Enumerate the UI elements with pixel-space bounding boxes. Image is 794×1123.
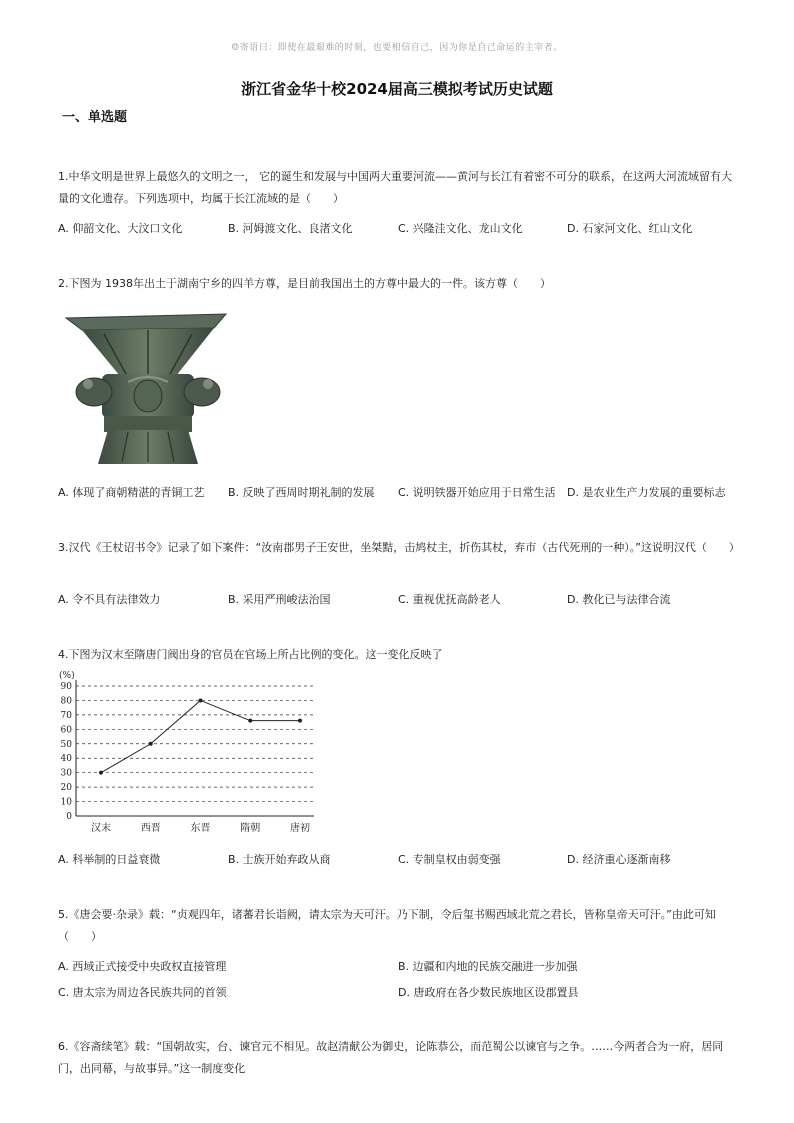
y-tick-label: 60 — [60, 725, 72, 736]
question-5-text: 5.《唐会要·杂录》载：“贞观四年，诸蕃君长诣阙，请太宗为天可汗。乃下制，令后玺书赐西域北荒之君长，皆称皇帝天可汗。”由此可知（ ） — [58, 908, 716, 943]
y-tick-label: 0 — [66, 812, 72, 822]
question-3-text: 3.汉代《王杖诏书令》记录了如下案件：“汝南郡男子王安世，坐桀黠，击鸠杖主，折伤其杖，弃市（古代死刑的一种）。”这说明汉代（ ） — [58, 541, 740, 554]
q1-option-c[interactable]: C. 兴隆洼文化、龙山文化 — [398, 222, 523, 235]
y-tick-label: 10 — [60, 797, 72, 808]
y-tick-label: 50 — [60, 739, 72, 750]
bronze-zun-image — [64, 310, 230, 468]
q4-option-d[interactable]: D. 经济重心逐渐南移 — [567, 853, 671, 866]
data-point — [199, 698, 203, 702]
question-1-text: 1.中华文明是世界上最悠久的文明之一， 它的诞生和发展与中国两大重要河流——黄河与长江有着密不可分的联系，在这两大河流域留有大量的文化遗存。下列选项中，均属于长江流域的是（ ） — [58, 170, 732, 205]
x-tick-label: 唐初 — [290, 823, 310, 834]
q1-option-a[interactable]: A. 仰韶文化、大汶口文化 — [58, 222, 183, 235]
q3-option-c[interactable]: C. 重视优抚高龄老人 — [398, 593, 501, 606]
y-tick-label: 80 — [60, 696, 72, 707]
q3-option-a[interactable]: A. 令不具有法律效力 — [58, 593, 161, 606]
q2-option-b[interactable]: B. 反映了西周时期礼制的发展 — [228, 486, 375, 499]
q3-option-b[interactable]: B. 采用严刑峻法治国 — [228, 593, 331, 606]
x-tick-label: 西晋 — [140, 823, 161, 834]
question-2-text: 2.下图为 1938年出土于湖南宁乡的四羊方尊，是目前我国出土的方尊中最大的一件。该方尊（ ） — [58, 277, 551, 290]
q2-option-d[interactable]: D. 是农业生产力发展的重要标志 — [567, 486, 726, 499]
x-tick-label: 汉末 — [91, 823, 111, 834]
y-tick-label: 30 — [60, 768, 72, 779]
x-tick-label: 隋朝 — [240, 823, 261, 834]
section-heading: 一、单选题 — [62, 110, 128, 125]
q2-option-a[interactable]: A. 体现了商朝精湛的青铜工艺 — [58, 486, 205, 499]
question-4-text: 4.下图为汉末至隋唐门阀出身的官员在官场上所占比例的变化。这一变化反映了 — [58, 648, 443, 661]
page-title: 浙江省金华十校2024届高三模拟考试历史试题 — [241, 80, 553, 98]
series-line — [101, 700, 300, 772]
data-point — [248, 719, 252, 723]
q3-option-d[interactable]: D. 教化已与法律合流 — [567, 593, 671, 606]
motto-line: ☺寄语曰：即使在最艰难的时刻，也要相信自己，因为你是自己命运的主宰者。 — [231, 43, 563, 53]
data-point — [298, 719, 302, 723]
question-6-text: 6.《容斋续笔》载：“国朝故实，台、谏官元不相见。故赵清献公为御史，论陈恭公，而范蜀公以谏官与之争。……今两者合为一府，居同门，出同幕，与故事异。”这一制度变化 — [58, 1040, 724, 1075]
q5-option-d[interactable]: D. 唐政府在各少数民族地区设郡置县 — [398, 986, 579, 999]
x-tick-label: 东晋 — [190, 823, 211, 834]
q1-option-b[interactable]: B. 河姆渡文化、良渚文化 — [228, 222, 353, 235]
q5-option-c[interactable]: C. 唐太宗为周边各民族共同的首领 — [58, 986, 227, 999]
q4-option-c[interactable]: C. 专制皇权由弱变强 — [398, 853, 501, 866]
y-tick-label: 90 — [60, 682, 72, 692]
y-tick-label: 20 — [60, 783, 72, 794]
official-ratio-chart — [56, 666, 318, 838]
q5-option-a[interactable]: A. 西域正式接受中央政权直接管理 — [58, 960, 227, 973]
data-point — [99, 771, 103, 775]
y-axis-label: (%) — [59, 671, 75, 681]
q1-option-d[interactable]: D. 石家河文化、红山文化 — [567, 222, 693, 235]
y-tick-label: 40 — [60, 754, 72, 765]
y-tick-label: 70 — [60, 710, 72, 721]
q4-option-b[interactable]: B. 士族开始弃政从商 — [228, 853, 331, 866]
q5-option-b[interactable]: B. 边疆和内地的民族交融进一步加强 — [398, 960, 578, 973]
q4-option-a[interactable]: A. 科举制的日益衰微 — [58, 853, 161, 866]
data-point — [149, 742, 153, 746]
q2-option-c[interactable]: C. 说明铁器开始应用于日常生活 — [398, 486, 556, 499]
